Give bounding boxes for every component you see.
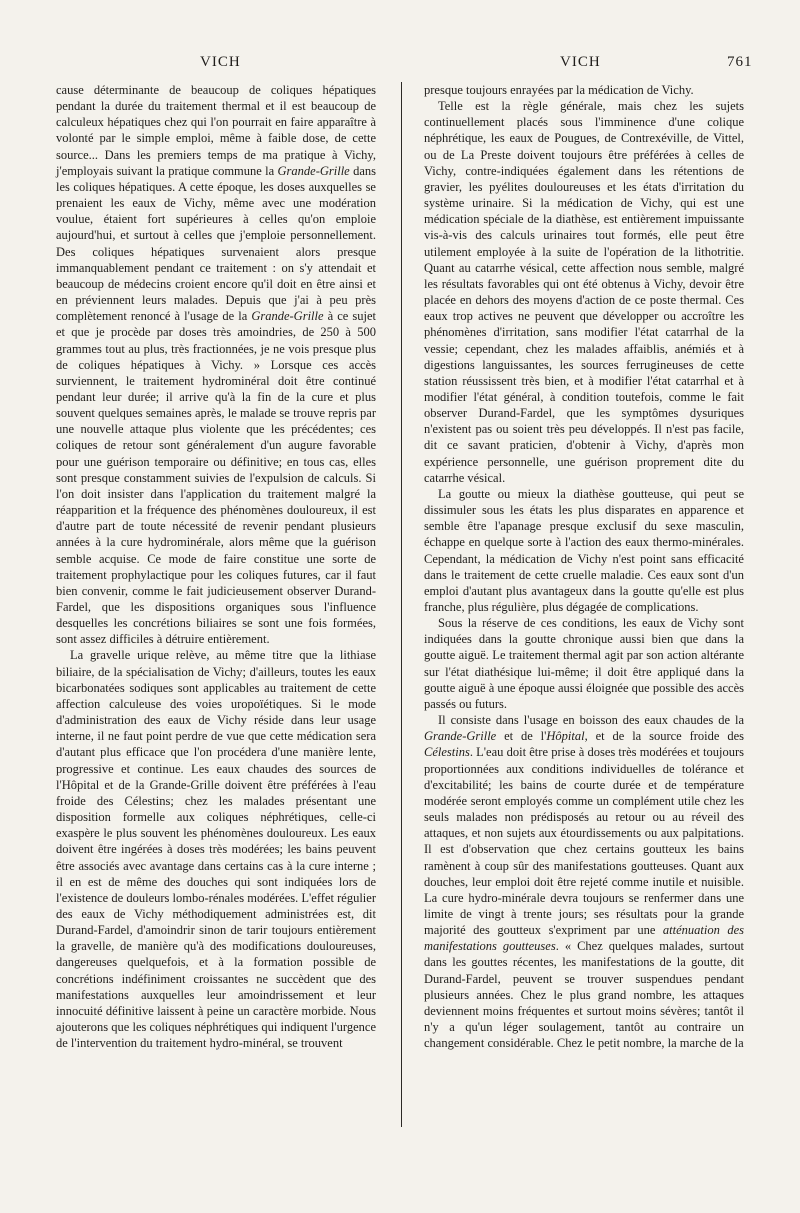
column-divider [401, 82, 402, 1127]
text-run: et de l' [496, 729, 547, 744]
paragraph [424, 615, 744, 712]
paragraph [56, 82, 376, 647]
running-header [0, 54, 800, 76]
paragraph [424, 712, 744, 1051]
paragraph [424, 486, 744, 615]
text-run: presque toujours enrayées par la médication de Vichy. [424, 83, 694, 97]
page-number: 761 [727, 54, 753, 70]
text-run: à ce sujet et que je procède par doses très amoindries, de 250 à 500 grammes tout au plus, très fractionnées, je ne vois presque plus de coliques hépatiques à Vichy. » Lorsque ces accès surviennent, le traitement hydrominéral doit être continué pendant leur durée; il arrive qu'à la fin de la cure et plus souvent quelques semaines après, le malade se trouve repris par une nouvelle attaque plus violente que les précédentes; ces coliques de retour sont généralement d'un augure favorable pour une guérison temporaire ou définitive; en tous cas, elles sont presque constamment suivies de l'expulsion de calculs. Si l'on doit insister dans l'application du traitement malgré la réapparition et la fréquence des phénomènes douloureux, il est d'autre part de toute nécessité de revenir pendant plusieurs années à la cure hydrominérale, alors même que la guérison semble acquise. Ce mode de faire constitue une sorte de traitement prophylactique pour les coliques futures, car il faut bien convenir, comme le fait judicieusement observer Durand-Fardel, que les dispositions organiques sous l'influence desquelles les concrétions biliaires se sont une fois formées, sont assez difficiles à détruire entièrement. [56, 309, 376, 647]
text-run: Il consiste dans l'usage en boisson des eaux chaudes de la [438, 713, 744, 728]
text-run: La goutte ou mieux la diathèse goutteuse, qui peut se dissimuler sous les états les plus disparates en apparence et semble être l'apanage presque exclusif du sexe masculin, échappe en quelque sorte à l'action des eaux thermo-minérales. Cependant, la médication de Vichy n'est point sans efficacité dans le traitement de cette cruelle maladie. Ces eaux sont d'un emploi d'autant plus avantageux dans la goutte qu'elle est plus franche, plus régulière, plus dégagée de complications. [424, 486, 744, 614]
text-run: . L'eau doit être prise à doses très modérées et toujours proportionnées aux conditions individuelles de tolérance et d'excitabilité; les bains de courte durée et de température modérée seront employés comme un complément utile chez les seuls malades non prédisposés au retour ou au réveil des attaques, et non sujets aux étourdissements ou aux palpitations. Il est d'observation que chez certains goutteux les bains ramènent à coup sûr des manifestations goutteuses. Quant aux douches, leur emploi doit être rejeté comme inutile et nuisible. La cure hydro-minérale devra toujours se renfermer dans une limite de vingt à trente jours; ses résultats pour la grande majorité des goutteux s'expriment par une [424, 745, 744, 938]
italic-term: Hôpital [546, 729, 585, 744]
paragraph [56, 647, 376, 1051]
text-run: dans les coliques hépatiques. A cette époque, les doses auxquelles se prenaient les eaux de Vichy, même avec une modération voulue, étaient fort supérieures à celles qu'on emploie aujourd'hui, et surtout à celles que j'emploie personnellement. Des coliques hépatiques survenaient alors presque immanquablement pendant ce traitement : on s'y attendait et beaucoup de médecins croient encore qu'il doit en être ainsi et en préviennent leurs malades. Depuis que j'ai à peu près complètement renoncé à l'usage de la [56, 163, 376, 324]
italic-term: Grande-Grille [251, 309, 324, 324]
text-run: . « Chez quelques malades, surtout dans les gouttes récentes, les manifestations de la goutte, dit Durand-Fardel, peuvent se trouver suspendues pendant plusieurs années. Chez le plus grand nombre, les attaques deviennent moins fréquentes et surtout moins sévères; tantôt il n'y a qu'un léger soulagement, tantôt au contraire un changement considérable. Chez le petit nombre, la marche de la [424, 939, 744, 1051]
text-run: , et de la source froide des [584, 729, 744, 744]
paragraph [424, 98, 744, 486]
right-column [424, 82, 744, 1051]
text-run: cause déterminante de beaucoup de coliques hépatiques pendant la durée du traitement thermal et il est beaucoup de calculeux hépatiques chez qui l'on pourrait en faire apparaître à volonté par le simple emploi, même à faible dose, de cette source... Dans les premiers temps de ma pratique à Vichy, j'employais suivant la pratique commune la [56, 83, 376, 178]
paragraph [424, 82, 744, 98]
header-right-title: VICH [560, 54, 601, 70]
left-column [56, 82, 376, 1051]
italic-term: Grande-Grille [424, 729, 497, 744]
text-run: La gravelle urique relève, au même titre que la lithiase biliaire, de la spécialisation de Vichy; d'ailleurs, toutes les eaux bicarbonatées sodiques sont applicables au traitement de cette affection calculeuse des voies uropoïétiques. Si le mode d'administration des eaux de Vichy réside dans leur usage interne, il ne faut point perdre de vue que cette médication sera d'autant plus efficace que l'on procédera d'une manière lente, progressive et continue. Les eaux chaudes des sources de l'Hôpital et de la Grande-Grille doivent être préférées à l'eau froide des Célestins; chez les malades présentant une disposition formelle aux coliques néphrétiques, celle-ci exaspère le plus souvent les phénomènes douloureux. Les eaux doivent être ingérées à doses très modérées; les bains peuvent être associés avec avantage dans certains cas à la cure interne ; il en est de même des douches qui sont indiquées lors de l'existence de douleurs lombo-rénales modérées. L'effet régulier des eaux de Vichy méthodiquement administrées est, dit Durand-Fardel, d'amoindrir sinon de tarir toujours entièrement la gravelle, de manière qu'à des modifications douloureuses, dangereuses quelquefois, et à la formation possible de concrétions indéfiniment croissantes ne succèdent que des manifestations auxquelles leur amoindrissement et leur innocuité définitive laissent à peine un caractère morbide. Nous ajouterons que les coliques néphrétiques qui indiquent l'urgence de l'intervention du traitement hydro-minéral, se trouvent [56, 648, 376, 1051]
text-run: Telle est la règle générale, mais chez les sujets continuellement placés sous l'imminence d'une colique néphrétique, les eaux de Pougues, de Contrexéville, de Vittel, ou de La Preste doivent toujours être préférées à celles de Vichy, contre-indiquées également dans les rétentions de gravier, les pyélites douloureuses et les états d'irritation du système urinaire. Si la médication de Vichy, qui est une médication spéciale de la diathèse, est entièrement impuissante vis-à-vis des calculs urinaires tout formés, elle peut être utilement employée à la suite de l'opération de la lithotritie. Quant au catarrhe vésical, cette affection nous semble, malgré les résultats favorables qui ont été obtenus à Vichy, devoir être placée en dehors des moyens d'action de ce poste thermal. Ces eaux trop actives ne peuvent que développer ou accroître les phénomènes d'irritation, sans modifier l'état catarrhal de la vessie; cependant, chez les malades affaiblis, anémiés et à digestions languissantes, les sources ferrugineuses de cette station réussissent très bien, et à modifier l'état catarrhal et à modifier l'état général, à condition toutefois, comme le fait observer Durand-Fardel, que les symptômes dysuriques n'existent pas ou soient très peu développés. Il n'est pas facile, dit ce savant praticien, d'obtenir à Vichy, d'après mon expérience personnelle, une guérison proprement dite du catarrhe vésical. [424, 99, 744, 485]
header-left-title: VICH [200, 54, 241, 70]
text-run: Sous la réserve de ces conditions, les eaux de Vichy sont indiquées dans la goutte chronique aussi bien que dans la goutte aiguë. Le traitement thermal agit par son action altérante sur l'état diathésique lui-même; il doit être appliqué dans la goutte aiguë à une époque aussi éloignée que possible des accès passés ou futurs. [424, 616, 744, 711]
italic-term: Célestins [424, 745, 470, 760]
italic-term: Grande-Grille [277, 163, 350, 178]
italic-term: atténuation des manifestations goutteuses [424, 923, 744, 954]
